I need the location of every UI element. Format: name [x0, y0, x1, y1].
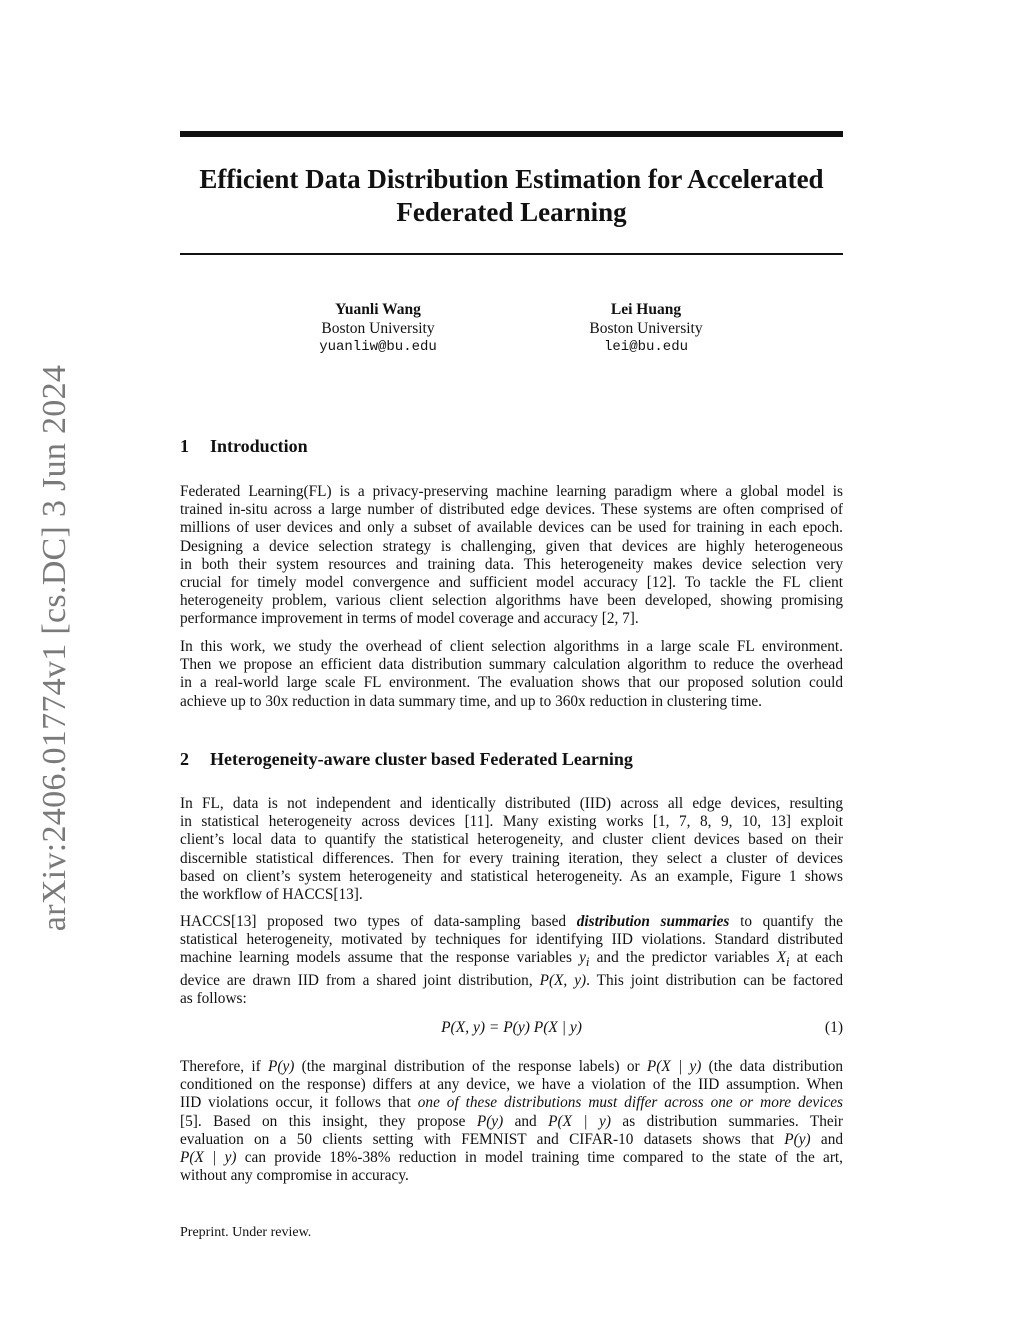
text-line: achieve up to 30x reduction in data summary time, and up to 360x reduction in clustering time.	[180, 692, 762, 710]
text-line: Therefore, if P(y) (the marginal distribution of the response labels) or P(X | y) (the data distribution	[180, 1058, 843, 1075]
paper-title	[180, 163, 843, 229]
paragraph-haccs	[180, 913, 843, 1008]
text-line: Then we propose an efficient data distribution summary calculation algorithm to reduce the overhead	[180, 656, 843, 674]
section-title: Introduction	[210, 436, 308, 456]
title-top-rule	[180, 131, 843, 137]
text-line: without any compromise in accuracy.	[180, 1167, 409, 1185]
equation-expression: P(X, y) = P(y) P(X | y)	[441, 1019, 582, 1036]
text-line: conditioned on the response) differs at any device, we have a violation of the IID assumption. When	[180, 1076, 843, 1094]
text-line: machine learning models assume that the response variables $y_i$ and the predictor variables $X_i$ at each	[180, 949, 843, 970]
paragraph-intro-1	[180, 483, 843, 629]
author-affiliation: Boston University	[589, 320, 703, 337]
section-title: Heterogeneity-aware cluster based Federated Learning	[210, 749, 633, 769]
text-line: P(X | y) can provide 18%-38% reduction in model training time compared to the state of the art,	[180, 1149, 843, 1167]
emphasis-distribution-summaries: distribution summaries	[576, 913, 730, 930]
text-line: In this work, we study the overhead of client selection algorithms in a large scale FL environment.	[180, 638, 843, 655]
text-line: [5]. Based on this insight, they propose P(y) and P(X | y) as distribution summaries. Their	[180, 1112, 843, 1130]
text-line: performance improvement in terms of model coverage and accuracy [2, 7].	[180, 610, 639, 628]
paragraph-iid-violation	[180, 1058, 843, 1185]
title-line-2: Federated Learning	[396, 197, 627, 227]
equation-number: (1)	[824, 1019, 843, 1036]
title-bottom-rule	[180, 253, 843, 255]
section-heading-heterogeneity	[180, 748, 843, 770]
math-joint-distribution: P(X, y)	[539, 971, 587, 989]
text-line: as follows:	[180, 989, 247, 1007]
text-line: client’s local data to quantify the statistical heterogeneity, and cluster client devices based on their	[180, 831, 843, 849]
math-response-variable: $y_i$	[579, 949, 590, 970]
arxiv-identifier-sidebar: arXiv:2406.01774v1 [cs.DC] 3 Jun 2024	[36, 364, 73, 932]
paragraph-intro-2	[180, 638, 843, 711]
text-line: millions of user devices and only a subset of available devices can be used for training in each epoch.	[180, 519, 843, 537]
text-line: Designing a device selection strategy is challenging, given that devices are highly heterogeneous	[180, 537, 843, 555]
author-email: yuanliw@bu.edu	[319, 339, 437, 355]
text-line: In FL, data is not independent and identically distributed (IID) across all edge devices, resulting	[180, 795, 843, 812]
text-line: device are drawn IID from a shared joint distribution, P(X, y). This joint distribution can be factored	[180, 971, 843, 989]
text-line: crucial for timely model convergence and sufficient model accuracy [12]. To tackle the FL client	[180, 574, 843, 592]
text-line: trained in-situ across a large number of distributed edge devices. These systems are often comprised of	[180, 501, 843, 519]
equation-1	[180, 1018, 843, 1038]
text-line: discernible statistical differences. Then for every training iteration, they select a cluster of devices	[180, 849, 843, 867]
section-heading-introduction	[180, 435, 843, 457]
section-number: 1	[180, 436, 189, 456]
text-line: Federated Learning(FL) is a privacy-preserving machine learning paradigm where a global model is	[180, 483, 843, 500]
title-line-1: Efficient Data Distribution Estimation for Accelerated	[199, 164, 824, 194]
text-line: HACCS[13] proposed two types of data-sampling based distribution summaries to quantify the	[180, 913, 843, 930]
paragraph-fl-iid	[180, 795, 843, 904]
text-line: in both their system resources and training data. This heterogeneity makes device selection very	[180, 555, 843, 573]
text-line: in statistical heterogeneity across devices [11]. Many existing works [1, 7, 8, 9, 10, 13] exploit	[180, 813, 843, 831]
section-number: 2	[180, 749, 189, 769]
math-predictor-variable: $X_i$	[776, 949, 790, 970]
author-block-2	[516, 300, 776, 357]
text-line: IID violations occur, it follows that one of these distributions must differ across one or more devices	[180, 1094, 843, 1112]
author-block-1	[248, 300, 508, 357]
text-line: evaluation on a 50 clients setting with FEMNIST and CIFAR-10 datasets shows that P(y) and	[180, 1130, 843, 1148]
author-affiliation: Boston University	[321, 320, 435, 337]
author-email: lei@bu.edu	[603, 339, 688, 355]
footer-note: Preprint. Under review.	[180, 1225, 312, 1240]
author-name: Lei Huang	[610, 301, 682, 318]
text-line: heterogeneity problem, various client selection algorithms have been developed, showing promising	[180, 592, 843, 610]
author-name: Yuanli Wang	[335, 301, 421, 318]
text-line: in a real-world large scale FL environment. The evaluation shows that our proposed solution could	[180, 674, 843, 692]
text-line: statistical heterogeneity, motivated by techniques for identifying IID violations. Standard distributed	[180, 931, 843, 949]
text-line: based on client’s system heterogeneity and statistical heterogeneity. As an example, Figure 1 shows	[180, 867, 843, 885]
text-line: the workflow of HACCS[13].	[180, 886, 363, 904]
